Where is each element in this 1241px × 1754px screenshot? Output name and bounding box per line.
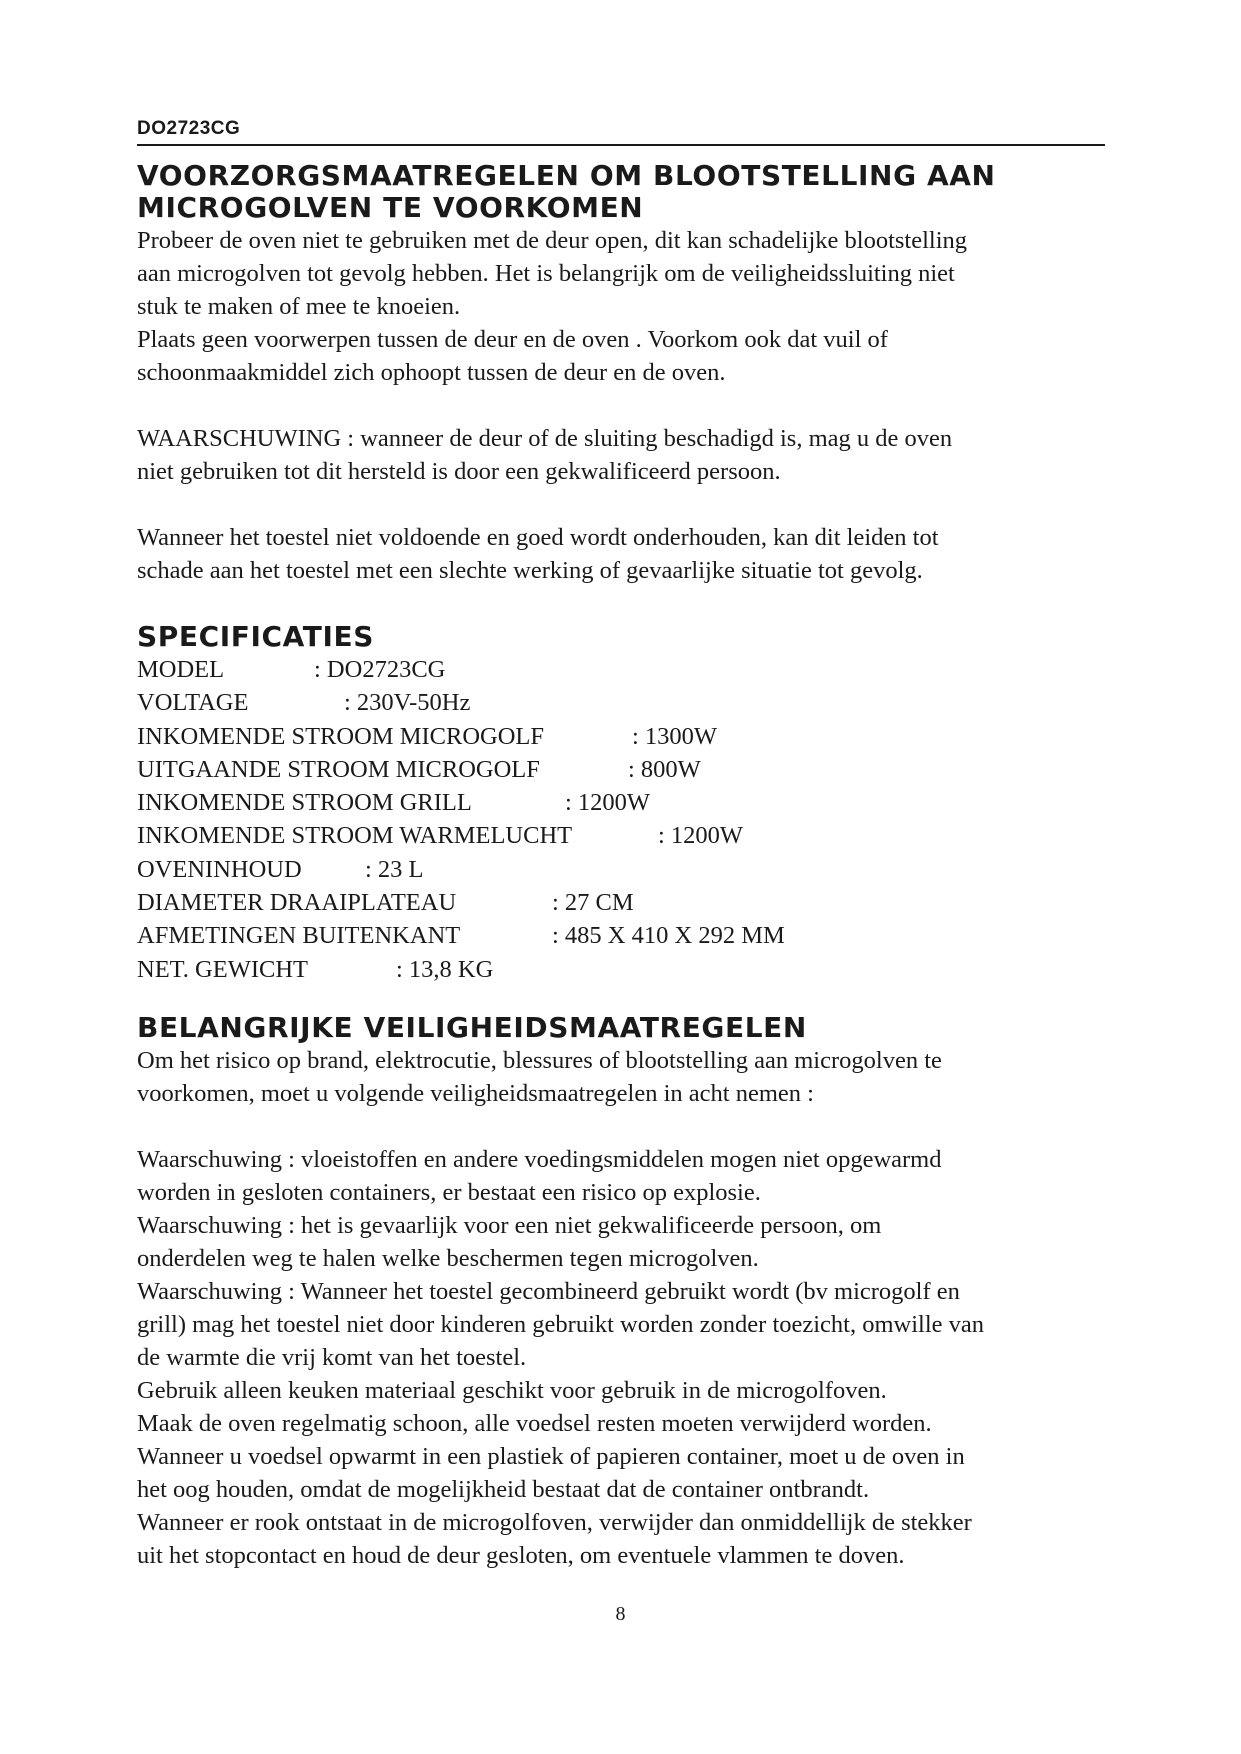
paragraph-line: Waarschuwing : het is gevaarlijk voor een niet gekwalificeerde persoon, om xyxy=(137,1211,882,1239)
spec-value: : 230V-50Hz xyxy=(344,689,471,717)
paragraph-line: worden in gesloten containers, er bestaat een risico op explosie. xyxy=(137,1178,761,1206)
spec-label: VOLTAGE xyxy=(137,689,249,717)
spec-label: AFMETINGEN BUITENKANT xyxy=(137,922,461,950)
spec-row-outer-dimensions xyxy=(137,919,1105,952)
page-number: 8 xyxy=(615,1603,626,1625)
spec-value: : 485 X 410 X 292 MM xyxy=(552,922,785,950)
spec-value: : 1200W xyxy=(565,789,651,817)
paragraph-line: aan microgolven tot gevolg hebben. Het is belangrijk om de veiligheidssluiting niet xyxy=(137,260,955,287)
spec-row-input-convection xyxy=(137,819,1105,852)
spec-label: INKOMENDE STROOM MICROGOLF xyxy=(137,722,544,750)
spec-row-net-weight xyxy=(137,953,1105,986)
spec-row-turntable-diameter xyxy=(137,886,1105,919)
paragraph-line: Probeer de oven niet te gebruiken met de deur open, dit kan schadelijke blootstelling xyxy=(137,227,968,254)
specifications-list xyxy=(137,653,1105,986)
maintenance-paragraph xyxy=(137,521,1105,587)
paragraph-line: schade aan het toestel met een slechte werking of gevaarlijke situatie tot gevolg. xyxy=(137,557,923,584)
paragraph-line: voorkomen, moet u volgende veiligheidsmaatregelen in acht nemen : xyxy=(137,1079,814,1107)
paragraph-line: grill) mag het toestel niet door kinderen gebruikt worden zonder toezicht, omwille van xyxy=(137,1310,985,1338)
spec-value: : 800W xyxy=(628,755,701,783)
paragraph-line: Om het risico op brand, elektrocutie, blessures of blootstelling aan microgolven te xyxy=(137,1046,942,1074)
spec-label: MODEL xyxy=(137,656,225,683)
paragraph-line: Waarschuwing : Wanneer het toestel gecombineerd gebruikt wordt (bv microgolf en xyxy=(137,1277,960,1305)
spacer xyxy=(137,389,1105,422)
warning-paragraph xyxy=(137,422,1105,488)
paragraph-line: Wanneer het toestel niet voldoende en goed wordt onderhouden, kan dit leiden tot xyxy=(137,524,939,551)
paragraph-line: Wanneer er rook ontstaat in de microgolfoven, verwijder dan onmiddellijk de stekker xyxy=(137,1508,972,1536)
specifications-title: SPECIFICATIES xyxy=(137,620,374,653)
spec-label: INKOMENDE STROOM WARMELUCHT xyxy=(137,822,573,850)
spec-row-input-microwave xyxy=(137,720,1105,753)
spec-value: : 27 CM xyxy=(552,889,634,917)
spec-label: OVENINHOUD xyxy=(137,855,302,883)
spec-label: DIAMETER DRAAIPLATEAU xyxy=(137,889,457,917)
spec-label: NET. GEWICHT xyxy=(137,955,308,983)
spec-row-input-grill xyxy=(137,786,1105,819)
paragraph-line: Gebruik alleen keuken materiaal geschikt voor gebruik in de microgolfoven. xyxy=(137,1376,887,1404)
safety-intro-paragraph xyxy=(137,1044,1105,1110)
paragraph-line: niet gebruiken tot dit hersteld is door een gekwalificeerd persoon. xyxy=(137,458,781,485)
paragraph-line: WAARSCHUWING : wanneer de deur of de sluiting beschadigd is, mag u de oven xyxy=(137,425,953,452)
paragraph-line: Maak de oven regelmatig schoon, alle voedsel resten moeten verwijderd worden. xyxy=(137,1409,932,1437)
paragraph-line: uit het stopcontact en houd de deur gesloten, om eventuele vlammen te doven. xyxy=(137,1541,905,1569)
spec-row-model xyxy=(137,653,1105,686)
spec-value: : DO2723CG xyxy=(314,656,446,683)
safety-title: BELANGRIJKE VEILIGHEIDSMAATREGELEN xyxy=(137,1010,807,1044)
exposure-section-title xyxy=(137,160,1105,224)
paragraph-line: de warmte die vrij komt van het toestel. xyxy=(137,1343,527,1371)
exposure-title-line-1: VOORZORGSMAATREGELEN OM BLOOTSTELLING AAN xyxy=(137,159,996,192)
spec-value: : 1300W xyxy=(632,722,718,750)
spec-label: UITGAANDE STROOM MICROGOLF xyxy=(137,755,540,783)
paragraph-line: Waarschuwing : vloeistoffen en andere voedingsmiddelen mogen niet opgewarmd xyxy=(137,1145,942,1173)
paragraph-line: onderdelen weg te halen welke beschermen tegen microgolven. xyxy=(137,1244,759,1272)
spacer xyxy=(137,1110,1105,1143)
paragraph-line: Wanneer u voedsel opwarmt in een plastiek of papieren container, moet u de oven in xyxy=(137,1442,965,1470)
safety-warnings-paragraph xyxy=(137,1143,1105,1572)
paragraph-line: Plaats geen voorwerpen tussen de deur en de oven . Voorkom ook dat vuil of xyxy=(137,326,888,353)
model-code-header: DO2723CG xyxy=(137,118,1105,146)
paragraph-line: het oog houden, omdat de mogelijkheid bestaat dat de container ontbrandt. xyxy=(137,1475,870,1503)
spacer xyxy=(137,488,1105,521)
spec-value: : 13,8 KG xyxy=(396,955,494,983)
paragraph-line: schoonmaakmiddel zich ophoopt tussen de deur en de oven. xyxy=(137,359,726,386)
paragraph-line: stuk te maken of mee te knoeien. xyxy=(137,293,461,320)
exposure-title-line-2: MICROGOLVEN TE VOORKOMEN xyxy=(137,191,644,224)
spec-row-capacity xyxy=(137,853,1105,886)
document-page xyxy=(137,118,1105,1572)
spec-row-voltage xyxy=(137,686,1105,719)
spec-value: : 1200W xyxy=(658,822,744,850)
spec-row-output-microwave xyxy=(137,753,1105,786)
spec-label: INKOMENDE STROOM GRILL xyxy=(137,789,472,817)
exposure-paragraph xyxy=(137,224,1105,389)
spec-value: : 23 L xyxy=(365,855,424,883)
